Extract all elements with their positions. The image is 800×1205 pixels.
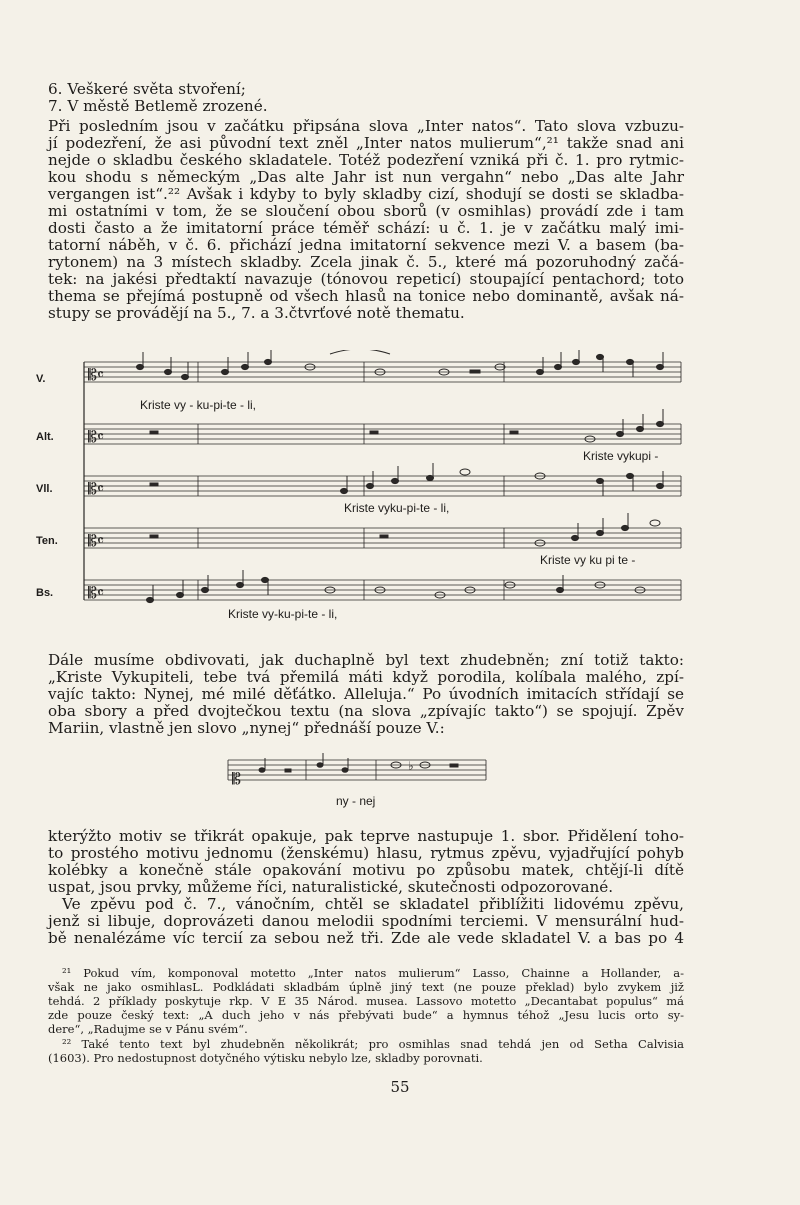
footnote-line: tehdá. 2 příklady poskytuje rkp. V E 35 Národ. musea. Lassovo motetto „Decantabat populus“ má xyxy=(48,994,684,1008)
text-line: tek: na jakési předtaktí navazuje (tónovou repeticí) stoupající pentachord; toto xyxy=(48,270,684,288)
staff-bs xyxy=(84,580,681,600)
text-line: kolébky a konečně stále opakování motivu po způsobu matek, chtějí-li dítě xyxy=(48,861,684,879)
text-line: rytonem) na 3 místech skladby. Zcela jinak č. 5., které má pozoruhodný začá- xyxy=(48,253,684,271)
paragraph-christmas-song xyxy=(48,896,684,947)
staff-alt xyxy=(84,424,681,444)
text-line: uspat, jsou prvky, můžeme říci, naturalistické, skutečnosti odpozorované. xyxy=(48,878,614,896)
lyric-alt: Kriste vykupi - xyxy=(583,449,659,463)
lyric-nynej: ny - nej xyxy=(336,794,376,808)
verse-line: 7. V městě Betlemě zrozené. xyxy=(48,97,268,115)
text-line: bě nenalézáme víc tercií za sebou než tři. Zde ale vede skladatel V. a bas po 4 xyxy=(48,929,684,947)
text-line: kterýžto motiv se třikrát opakuje, pak teprve nastupuje 1. sbor. Přidělení toho- xyxy=(48,827,684,845)
svg-text:𝄡𝄴: 𝄡𝄴 xyxy=(88,585,105,602)
voice-label-v: V. xyxy=(36,373,46,385)
page-number: 55 xyxy=(390,1078,410,1096)
footnote-line: zde pouze český text: „A duch jeho v nás přebývati bude“ a hymnus téhož „Jesu lucis orto sy- xyxy=(48,1008,684,1022)
footnote-line: dere“, „Radujme se v Pánu svém“. xyxy=(48,1022,248,1036)
footnote-line: ²¹ Pokud vím, komponoval motetto „Inter natos mulierum“ Lasso, Chainne a Hollander, a- xyxy=(62,966,684,980)
svg-text:♭: ♭ xyxy=(408,759,414,773)
verse-list xyxy=(48,81,684,115)
paragraph-text-setting xyxy=(48,652,684,737)
svg-text:𝄡: 𝄡 xyxy=(232,771,241,788)
lyric-bs: Kriste vy-ku-pi-te - li, xyxy=(228,607,338,621)
lyric-vii: Kriste vyku-pi-te - li, xyxy=(344,501,450,515)
text-line: thema se přejímá postupně od všech hlasů na tonice nebo dominantě, avšak ná- xyxy=(48,287,684,305)
voice-label-bs: Bs. xyxy=(36,587,54,599)
svg-text:𝄡𝄴: 𝄡𝄴 xyxy=(88,481,105,498)
footnote-line: (1603). Pro nedostupnost dotyčného výtisku nebylo lze, skladby porovnati. xyxy=(48,1051,483,1065)
paragraph-motif xyxy=(48,828,684,896)
clef-v: 𝄡𝄴 xyxy=(88,367,105,384)
text-line: jí podezření, že asi původní text zněl „Inter natos mulierum“,²¹ takže snad ani xyxy=(48,134,684,152)
text-line: stupy se provádějí na 5., 7. a 3.čtvrťové notě thematu. xyxy=(48,304,465,322)
voice-label-alt: Alt. xyxy=(36,431,54,443)
staff-vii xyxy=(84,476,681,496)
text-line: Dále musíme obdivovati, jak duchaplně byl text zhudebněn; zní totiž takto: xyxy=(48,651,684,669)
footnote-line: ²² Také tento text byl zhudebněn několikrát; pro osmihlas snad tehdá jen od Setha Calvisia xyxy=(62,1037,684,1051)
voice-label-ten: Ten. xyxy=(36,535,58,547)
text-line: mi ostatními v tom, že se sloučení obou sborů (v osmihlas) provádí zde i tam xyxy=(48,202,684,220)
text-line: Ve zpěvu pod č. 7., vánočním, chtěl se skladatel přiblížiti lidovému zpěvu, xyxy=(62,895,684,913)
footnote-22 xyxy=(48,1037,684,1065)
text-line: Při posledním jsou v začátku připsána slova „Inter natos“. Tato slova vzbuzu- xyxy=(48,117,684,135)
text-line: to prostého motivu jednomu (ženskému) hlasu, rytmus zpěvu, vyjadřující pohyb xyxy=(48,844,684,862)
lyric-ten: Kriste vy ku pi te - xyxy=(540,553,636,567)
staff-v xyxy=(84,362,681,382)
paragraph-analysis xyxy=(48,118,684,322)
text-line: Mariin, vlastně jen slovo „nynej“ přednáší pouze V.: xyxy=(48,719,445,737)
text-line: kou shodu s německým „Das alte Jahr ist nun vergahn“ nebo „Das alte Jahr xyxy=(48,168,684,186)
footnote-line: však ne jako osmihlasL. Podkládati skladbám úplně jiný text (ne pouze překlad) bylo zvykem již xyxy=(48,980,684,994)
svg-text:𝄡𝄴: 𝄡𝄴 xyxy=(88,533,105,550)
lyric-v: Kriste vy - ku-pi-te - li, xyxy=(140,398,257,412)
text-line: vajíc takto: Nynej, mé milé děťátko. Alleluja.“ Po úvodních imitacích střídají se xyxy=(48,685,684,703)
svg-text:𝄡𝄴: 𝄡𝄴 xyxy=(88,429,105,446)
text-line: nejde o skladbu českého skladatele. Totéž podezření vzniká při č. 1. pro rytmic- xyxy=(48,151,684,169)
text-line: oba sbory a před dvojtečkou textu (na slova „zpívajíc takto“) se spojují. Zpěv xyxy=(48,702,684,720)
verse-line: 6. Veškeré světa stvoření; xyxy=(48,80,246,98)
music-example-nynej xyxy=(0,750,800,810)
footnote-21 xyxy=(48,966,684,1036)
music-score-five-voices xyxy=(0,350,800,640)
text-line: vergangen ist“.²² Avšak i kdyby to byly skladby cizí, shodují se dosti se skladba- xyxy=(48,185,684,203)
voice-label-vii: Vll. xyxy=(36,483,53,495)
text-line: „Kriste Vykupiteli, tebe tvá přemilá máti když porodila, kolíbala malého, zpí- xyxy=(48,668,684,686)
text-line: dosti často a že imitatorní práce téměř schází: u č. 1. je v začátku malý imi- xyxy=(48,219,684,237)
text-line: jenž si libuje, doprovázeti danou melodii spodními terciemi. V mensurální hud- xyxy=(48,912,684,930)
text-line: tatorní náběh, v č. 6. přichází jedna imitatorní sekvence mezi V. a basem (ba- xyxy=(48,236,684,254)
